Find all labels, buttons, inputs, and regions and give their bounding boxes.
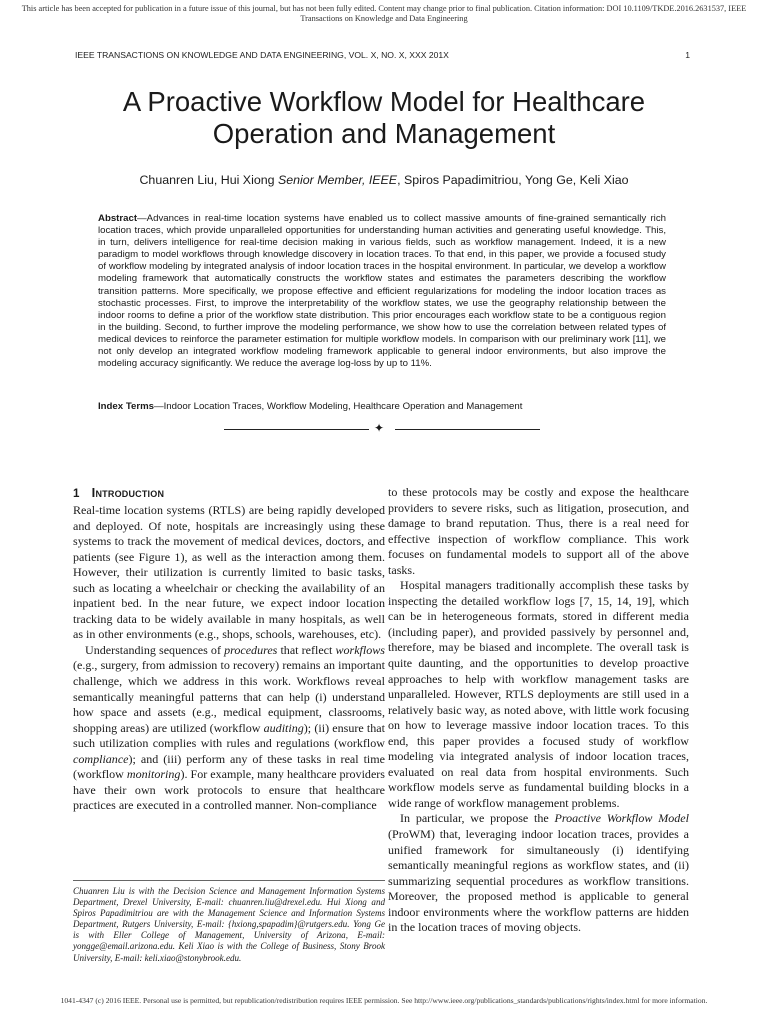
right-column <box>388 485 689 936</box>
intro-paragraph-2 <box>73 643 385 814</box>
left-column <box>73 486 385 814</box>
section-title: Introduction <box>91 485 165 500</box>
emphasis-workflows: workflows <box>335 642 385 657</box>
section-heading <box>73 486 385 501</box>
author-affiliation-footnote: Chuanren Liu is with the Decision Science and Management Information Systems Department, Drexel University, E-mail: chuanren.liu@drexel.edu. Hui Xiong and Spiros Papadimitriou are with the Management Science and Information Systems Department, Rutgers University, E-mail: {hxiong,spapadim}@rutgers.edu. Yong Ge is with Eller College of Management, University of Arizona, E-mail: yongge@email.arizona.edu. Keli Xiao is with the College of Business, Stony Brook University, E-mail: keli.xiao@stonybrook.edu. <box>73 880 385 964</box>
divider-ornament-icon: ✦ <box>374 421 385 435</box>
text-run: (ProWM) that, leveraging indoor location traces, provides a unified framework for simultaneously (i) identifying semantically meaningful regions as workflow states, and (ii) summarizing sequential procedures as workflow transitions. Moreover, the proposed method is applicable to general indoor environments where the workflow patterns are hidden in the location traces of moving objects. <box>388 827 689 935</box>
author-names-b: , Spiros Papadimitriou, Yong Ge, Keli Xiao <box>397 173 629 187</box>
copyright-notice: 1041-4347 (c) 2016 IEEE. Personal use is permitted, but republication/redistribution requires IEEE permission. See http://www.ieee.org/publications_standards/publications/rights/index.html for more information. <box>60 996 708 1005</box>
text-run: In particular, we propose the <box>400 811 555 826</box>
intro-paragraph-3: to these protocols may be costly and expose the healthcare providers to severe risks, such as litigation, prosecution, and damage to brand reputation. Thus, there is a real need for effective inspection of workflow compliance. This work focuses on fundamental models to support all of the above tasks. <box>388 485 689 577</box>
paper-title <box>60 86 708 150</box>
abstract-text: —Advances in real-time location systems have enabled us to collect massive amounts of fine-grained semantically rich location traces, which provide unparalleled opportunities for understanding human activities and generating useful knowledge. This, in turn, delivers intelligence for real-time decision making in various fields, such as workflow management. Indeed, it is a new paradigm to model workflows through knowledge discovery in location traces. To that end, in this paper, we provide a focused study of workflow modeling by integrated analysis of indoor location traces in the hospital environment. In particular, we develop a workflow modeling framework that automatically constructs the workflow states and estimates the parameters describing the workflow transition patterns. More specifically, we propose effective and efficient regularizations for modeling the indoor location traces as stochastic processes. First, to improve the interpretability of the workflow states, we use the geography relationship between the indoor rooms to define a prior of the workflow state distribution. This prior encourages each workflow state to be a contiguous region in the building. Second, to further improve the modeling performance, we show how to use the correlation between related types of medical devices to reinforce the parameter estimation for multiple workflow models. In comparison with our preliminary work [11], we not only develop an integrated workflow modeling framework applicable to general indoor environments, but also improve the modeling accuracy significantly. We reduce the average log-loss by up to 11%. <box>98 213 666 370</box>
publication-notice-line2: Transactions on Knowledge and Data Engineering <box>300 14 468 23</box>
author-list <box>40 173 728 187</box>
intro-paragraph-4: Hospital managers traditionally accomplish these tasks by inspecting the detailed workflow logs [7, 15, 14, 19], which can be in heterogeneous formats, stored in different media (including paper), and provided passively by personnel and, therefore, may be biased and incomplete. The overall task is quite daunting, and the opportunities to develop proactive approaches to help with workflow management tasks are unparalleled. However, RTLS deployments are still used in a relatively basic way, as noted above, with little work focusing on how to leverage massive indoor location traces. To this end, this paper provides a focused study of workflow modeling via integrated analysis of indoor location traces, evaluated on real data from hospital environments. Such workflow models serve as fundamental building blocks in a wide range of workflow management problems. <box>388 578 689 810</box>
section-divider <box>224 423 540 435</box>
page-number: 1 <box>685 50 690 60</box>
paper-title-line1: A Proactive Workflow Model for Healthcare <box>122 86 646 117</box>
running-head <box>75 50 690 62</box>
index-terms-label: Index Terms <box>98 401 154 412</box>
emphasis-auditing: auditing <box>263 720 304 735</box>
text-run: ). For example, many healthcare providers have their own work protocols to ensure that healthcare practices are executed in a controlled manner. Non-compliance <box>73 767 385 813</box>
publication-notice-line1: This article has been accepted for publication in a future issue of this journal, but has not been fully edited. Content may change prior to final publication. Citation information: DOI 10.1109/TKDE.2016.2631537, IEEE <box>21 4 747 13</box>
publication-notice <box>10 4 758 24</box>
text-run: ); (ii) ensure that such utilization complies with rules and regulations (workflow <box>73 720 385 751</box>
text-run: that reflect <box>277 642 336 657</box>
author-names-a: Chuanren Liu, Hui Xiong <box>139 173 278 187</box>
index-terms <box>98 401 666 413</box>
intro-paragraph-5 <box>388 811 689 935</box>
emphasis-compliance: compliance <box>73 751 129 766</box>
paper-title-line2: Operation and Management <box>212 118 556 149</box>
index-terms-text: —Indoor Location Traces, Workflow Modeling, Healthcare Operation and Management <box>154 401 523 412</box>
text-run: (e.g., surgery, from admission to recovery) remains an important challenge, which we address in this work. Workflows reveal semantically meaningful patterns that can help (i) understand how space and assets (e.g., medical equipment, classrooms, shopping areas) are utilized (workflow <box>73 658 385 735</box>
section-number: 1 <box>73 487 80 500</box>
emphasis-model-name: Proactive Workflow Model <box>554 811 689 826</box>
intro-paragraph-1: Real-time location systems (RTLS) are being rapidly developed and deployed. Of note, hospitals are increasingly using these systems to track the movement of medical devices, doctors, and patients (see Figure 1), as well as the interaction among them. However, their utilization is currently limited to basic tasks, such as locating a wheelchair or checking the availability of an inpatient bed. In the near future, we expect indoor location tracking data to be widely available in many hospitals, as well as in other environments (e.g., shops, schools, warehouses, etc). <box>73 503 385 642</box>
emphasis-procedures: procedures <box>224 642 278 657</box>
journal-name: IEEE TRANSACTIONS ON KNOWLEDGE AND DATA ENGINEERING, VOL. X, NO. X, XXX 201X <box>75 50 449 60</box>
text-run: ); and (iii) perform any of these tasks in real time (workflow <box>73 751 385 782</box>
emphasis-monitoring: monitoring <box>126 767 181 782</box>
divider-line-left <box>224 429 369 430</box>
abstract-label: Abstract <box>98 213 138 224</box>
abstract <box>98 213 666 370</box>
divider-line-right <box>395 429 540 430</box>
text-run: Understanding sequences of <box>85 642 225 657</box>
author-membership: Senior Member, IEEE <box>277 173 398 187</box>
